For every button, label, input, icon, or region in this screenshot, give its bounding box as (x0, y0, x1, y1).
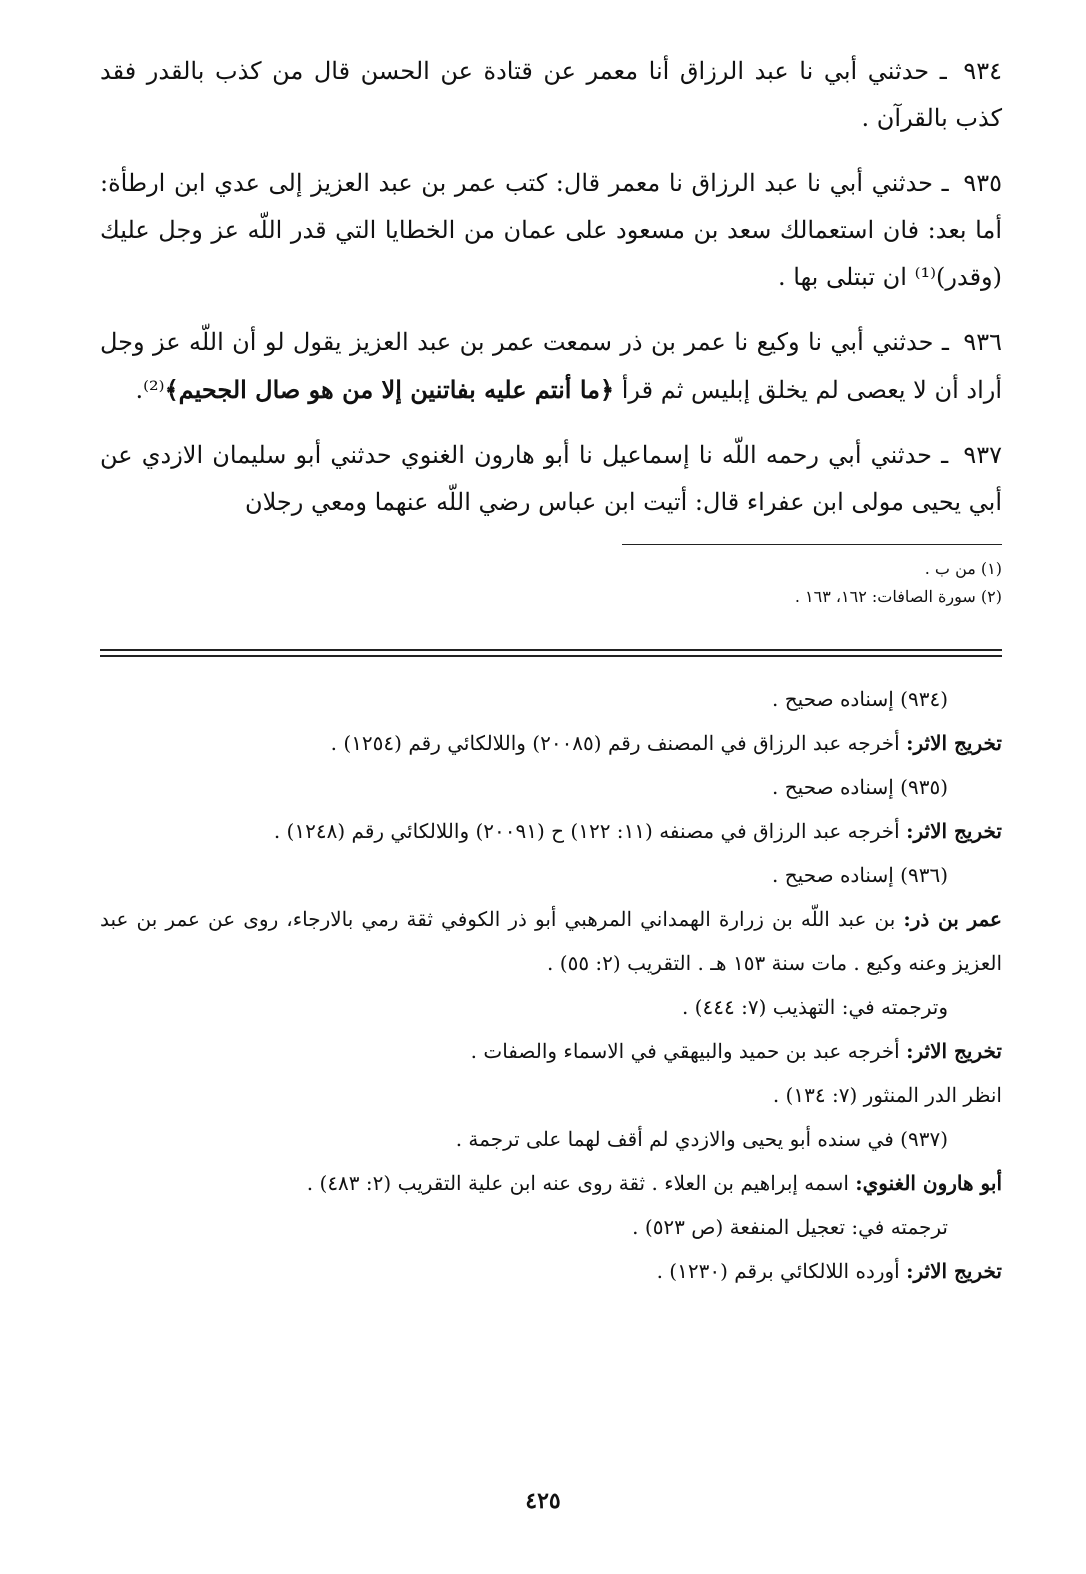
commentary-label: عمر بن ذر: (903, 907, 1002, 931)
paragraph-text: ـ حدثني أبي نا عبد الرزاق نا معمر قال: كتب عمر بن عبد العزيز إلى عدي ابن ارطأة: أما بعد: فان استعمالك سعد بن مسعود على عمان من الخطايا التي قدر اللّه عز وجل عليك (وقدر)⁽¹⁾ ان تبتلى بها . (100, 169, 1002, 291)
paragraph-number: ٩٣٧ (963, 441, 1002, 469)
commentary-label: أبو هارون الغنوي: (855, 1171, 1002, 1195)
footnote-1: (١) من ب . (924, 559, 1002, 578)
commentary (100, 677, 1002, 1293)
paragraph-934 (100, 48, 1002, 142)
commentary-label: تخريج الاثر: (906, 1039, 1002, 1063)
main-text (100, 48, 1002, 526)
commentary-line: (٩٣٤) إسناده صحيح . (772, 687, 948, 711)
paragraph-text: ـ حدثني أبي نا وكيع نا عمر بن ذر سمعت عمر بن عبد العزيز يقول لو أن اللّه عز وجل أراد أن لا يعصى لم يخلق إبليس ثم قرأ (100, 328, 1002, 404)
commentary-line: وترجمته في: التهذيب (٧: ٤٤٤) . (681, 995, 948, 1019)
commentary-divider (100, 649, 1002, 657)
paragraph-935 (100, 160, 1002, 301)
paragraph-937 (100, 432, 1002, 526)
footnote-divider (622, 544, 1002, 545)
footnotes (100, 555, 1002, 611)
commentary-line (100, 721, 1002, 765)
commentary-line (100, 1029, 1002, 1073)
commentary-line: (٩٣٥) إسناده صحيح . (772, 775, 948, 799)
commentary-text: أورده اللالكائي برقم (١٢٣٠) . (656, 1259, 900, 1283)
commentary-line (100, 809, 1002, 853)
commentary-text: أخرجه عبد الرزاق في المصنف رقم (٢٠٠٨٥) واللالكائي رقم (١٢٥٤) . (330, 731, 900, 755)
commentary-line (100, 1249, 1002, 1293)
commentary-text: اسمه إبراهيم بن العلاء . ثقة روى عنه ابن علية التقريب (٢: ٤٨٣) . (306, 1171, 849, 1195)
paragraph-936 (100, 319, 1002, 414)
commentary-line: ترجمته في: تعجيل المنفعة (ص ٥٢٣) . (632, 1215, 948, 1239)
commentary-line: (٩٣٦) إسناده صحيح . (772, 863, 948, 887)
commentary-line (100, 1161, 1002, 1205)
commentary-line: انظر الدر المنثور (٧: ١٣٤) . (772, 1083, 1002, 1107)
footnote-ref: ⁽²⁾. (135, 376, 165, 404)
paragraph-text: ـ حدثني أبي نا عبد الرزاق أنا معمر عن قتادة عن الحسن قال من كذب بالقدر فقد كذب بالقرآن . (100, 57, 1002, 132)
page-content (100, 48, 1002, 1293)
commentary-line: (٩٣٧) في سنده أبو يحيى والازدي لم أقف لهما على ترجمة . (455, 1127, 948, 1151)
commentary-text: أخرجه عبد الرزاق في مصنفه (١١: ١٢٢) ح (٢٠٠٩١) واللالكائي رقم (١٢٤٨) . (273, 819, 900, 843)
commentary-label: تخريج الاثر: (906, 731, 1002, 755)
quran-verse: ﴿ما أنتم عليه بفاتنين إلا من هو صال الجحيم﴾ (164, 375, 615, 404)
commentary-text: أخرجه عبد بن حميد والبيهقي في الاسماء والصفات . (470, 1039, 900, 1063)
paragraph-text: ـ حدثني أبي رحمه اللّه نا إسماعيل نا أبو هارون الغنوي حدثني أبو سليمان الازدي عن أبي يحيى مولى ابن عفراء قال: أتيت ابن عباس رضي اللّه عنهما ومعي رجلان (100, 441, 1002, 516)
commentary-text: بن عبد اللّه بن زرارة الهمداني المرهبي أبو ذر الكوفي ثقة رمي بالارجاء، روى عن عمر بن عبد العزيز وعنه وكيع . مات سنة ١٥٣ هـ . التقريب (٢: ٥٥) . (100, 907, 1002, 975)
page-number: ٤٢٥ (525, 1488, 561, 1514)
paragraph-number: ٩٣٤ (963, 57, 1002, 85)
footnote-2: (٢) سورة الصافات: ١٦٢، ١٦٣ . (794, 587, 1002, 606)
commentary-label: تخريج الاثر: (906, 819, 1002, 843)
commentary-line (100, 897, 1002, 985)
paragraph-number: ٩٣٥ (963, 169, 1002, 197)
commentary-label: تخريج الاثر: (906, 1259, 1002, 1283)
paragraph-number: ٩٣٦ (963, 328, 1002, 356)
